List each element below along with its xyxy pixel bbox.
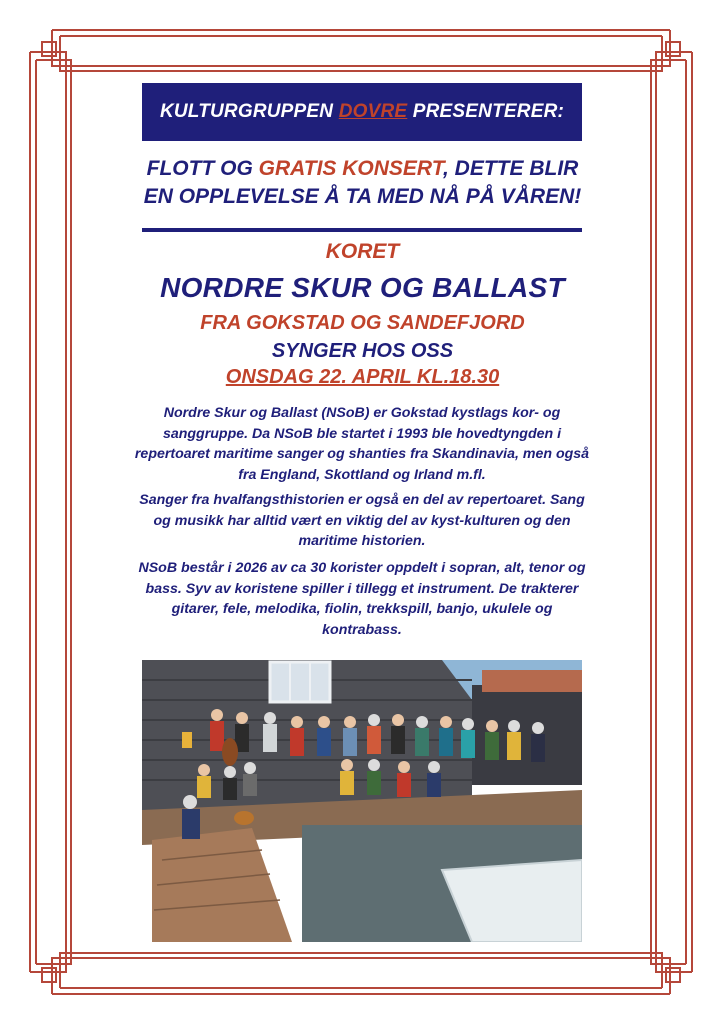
banner-highlight: DOVRE xyxy=(338,101,408,122)
banner-prefix: KULTURGRUPPEN xyxy=(159,101,339,122)
event-datetime-text: ONSDAG 22. APRIL KL.18.30 xyxy=(225,366,500,388)
headline-highlight: GRATIS KONSERT xyxy=(258,157,443,180)
divider-rule xyxy=(142,228,582,232)
choir-origin: FRA GOKSTAD OG SANDEFJORD xyxy=(200,312,525,334)
headline-part1: FLOTT OG xyxy=(146,157,259,180)
description-paragraph-3: NSoB består i 2026 av ca 30 korister oppdelt i sopran, alt, tenor og bass. Syv av koristene spiller i tillegg et instrument. De trakterer gitarer, fele, melodika, fiolin, trekkspill, banjo, ukulele og kontrabass. xyxy=(138,560,586,638)
event-action: SYNGER HOS OSS xyxy=(271,340,454,362)
banner-text xyxy=(160,101,564,123)
description-paragraph-2: Sanger fra hvalfangsthistorien er også en del av repertoaret. Sang og musikk har alltid vært en viktig del av kyst-kulturen og den maritime historien. xyxy=(139,492,585,549)
choir-name: NORDRE SKUR OG BALLAST xyxy=(160,272,565,303)
banner-suffix: PRESENTERER: xyxy=(407,101,565,122)
headline-part2: , DETTE BLIR xyxy=(443,157,579,180)
choir-photo xyxy=(142,660,582,942)
presenter-banner xyxy=(142,83,582,141)
headline xyxy=(140,155,585,211)
headline-line-1 xyxy=(140,155,585,183)
description-paragraph-1: Nordre Skur og Ballast (NSoB) er Gokstad kystlags kor- og sanggruppe. Da NSoB ble startet i 1993 ble hovedtyngden i repertoaret maritime sanger og shanties fra Skandinavia, men også fra England, Skottland og Irland m.fl. xyxy=(134,405,590,483)
headline-line-2: EN OPPLEVELSE Å TA MED NÅ PÅ VÅREN! xyxy=(143,185,582,208)
event-datetime xyxy=(120,366,605,389)
event-label: KORET xyxy=(325,240,400,263)
